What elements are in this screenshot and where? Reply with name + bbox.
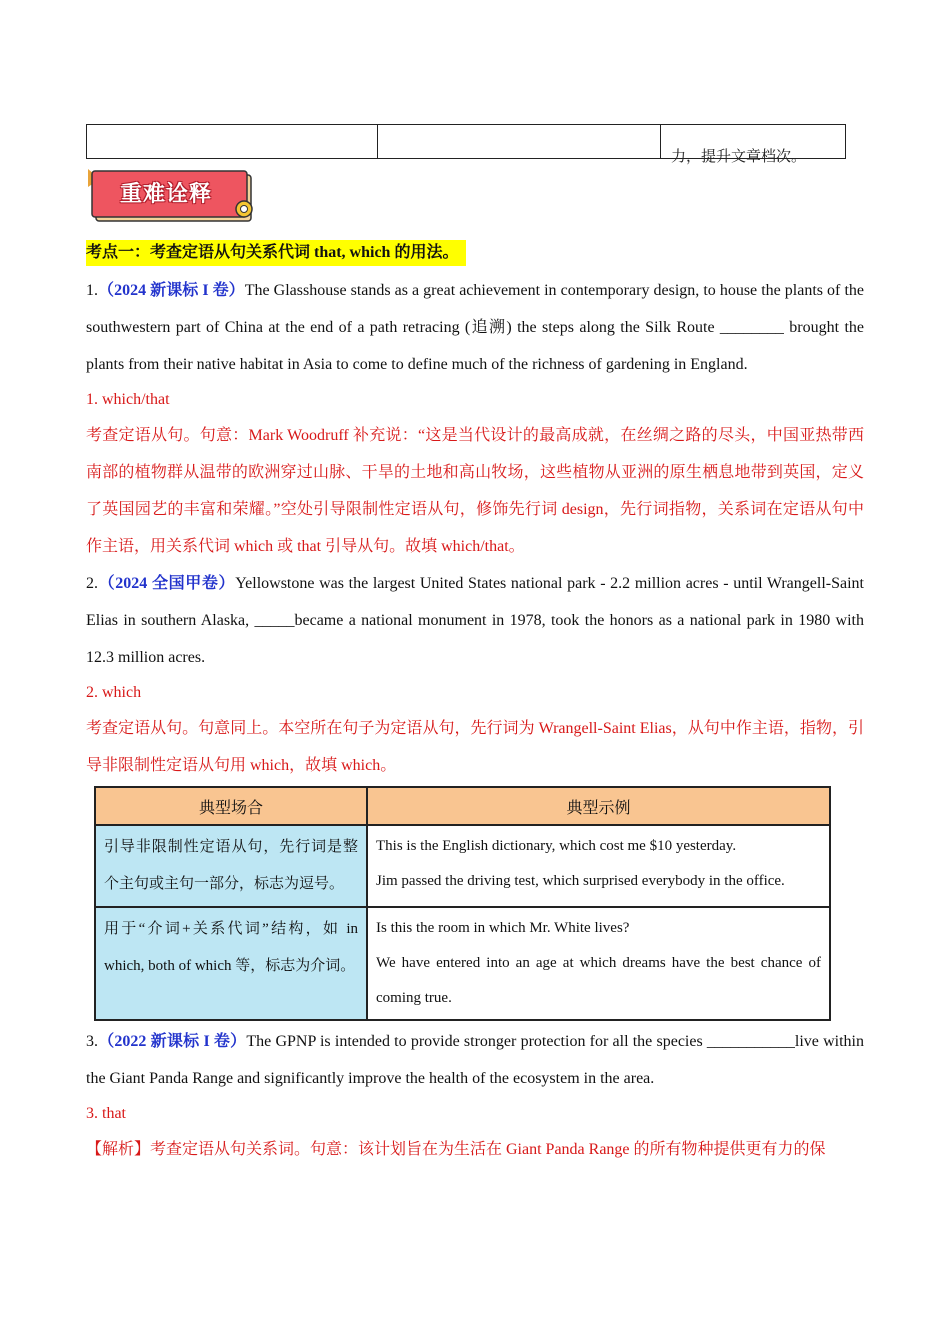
question-2-number: 2. [86,575,98,592]
table-row [95,825,830,907]
grammar-table [94,786,831,1021]
explanation-2: 考查定语从句。句意同上。本空所在句子为定语从句，先行词为 Wrangell-Saint Elias，从句中作主语，指物，引导非限制性定语从句用 which，故填 which。 [86,720,864,774]
question-2 [86,565,864,676]
answer-2: 2. which [86,684,142,701]
section-banner [86,165,258,227]
top-table-fragment [86,124,846,165]
top-table-cell-3 [661,125,845,165]
row-2-case: 用于“介词+关系代词”结构，如 in which, both of which 等，标志为介词。 [95,907,367,1020]
row-2-example-1: Is this the room in which Mr. White lives? [376,920,630,936]
row-1-examples [367,825,830,907]
question-1-source: （2024 新课标 I 卷） [98,282,245,299]
explanation-3: 【解析】考查定语从句关系词。句意：该计划旨在为生活在 Giant Panda Range 的所有物种提供更有力的保 [86,1141,826,1158]
question-2-text: Yellowstone was the largest United States national park - 2.2 million acres - until Wrangell-Saint Elias in southern Alaska, _____became a national monument in 1978, took the honors as a national park in 1980 with 12.3 million acres. [86,575,864,666]
row-2-example-2: We have entered into an age at which dreams have the best chance of coming true. [376,955,821,1006]
document-body [86,240,864,1168]
top-table-cell-3-text: 力，提升文章档次。 [671,149,807,165]
question-3-text: The GPNP is intended to provide stronger protection for all the species ___________live within the Giant Panda Range and significantly improve the health of the ecosystem in the area. [86,1033,864,1087]
row-2-examples [367,907,830,1020]
row-1-example-2: Jim passed the driving test, which surprised everybody in the office. [376,873,785,889]
grammar-table-header [95,787,830,825]
question-3-source: （2022 新课标 I 卷） [98,1033,247,1050]
header-example: 典型示例 [367,787,830,825]
explanation-1: 考查定语从句。句意：Mark Woodruff 补充说：“这是当代设计的最高成就，在丝绸之路的尽头，中国亚热带西南部的植物群从温带的欧洲穿过山脉、干旱的土地和高山牧场，这些植物从亚洲的原生栖息地带到英国，定义了英国园艺的丰富和荣耀。”空处引导限制性定语从句，修饰先行词 design，先行词指物，关系词在定语从句中作主语，用关系代词 which 或 that 引导从句。故填 which/that。 [86,427,864,555]
question-1-text: The Glasshouse stands as a great achievement in contemporary design, to house the plants of the southwestern part of China at the end of a path retracing (追溯) the steps along the Silk Route ________ brought the plants from their native habitat in Asia to come to define much of the richness of gardening in England. [86,282,864,373]
question-1 [86,272,864,383]
row-1-example-1: This is the English dictionary, which cost me $10 yesterday. [376,838,737,854]
section-title: 考点一：考查定语从句关系代词 that, which 的用法。 [86,240,466,266]
question-2-source: （2024 全国甲卷） [98,575,236,592]
row-1-case: 引导非限制性定语从句，先行词是整个主句或主句一部分，标志为逗号。 [95,825,367,907]
question-1-number: 1. [86,282,98,299]
answer-1: 1. which/that [86,391,170,408]
question-3 [86,1023,864,1097]
answer-3: 3. that [86,1105,126,1122]
banner-title: 重难诠释 [120,182,213,207]
header-case: 典型场合 [95,787,367,825]
table-row [95,907,830,1020]
top-table-cell-2 [378,125,661,158]
question-3-number: 3. [86,1033,98,1050]
top-table-cell-1 [87,125,378,158]
